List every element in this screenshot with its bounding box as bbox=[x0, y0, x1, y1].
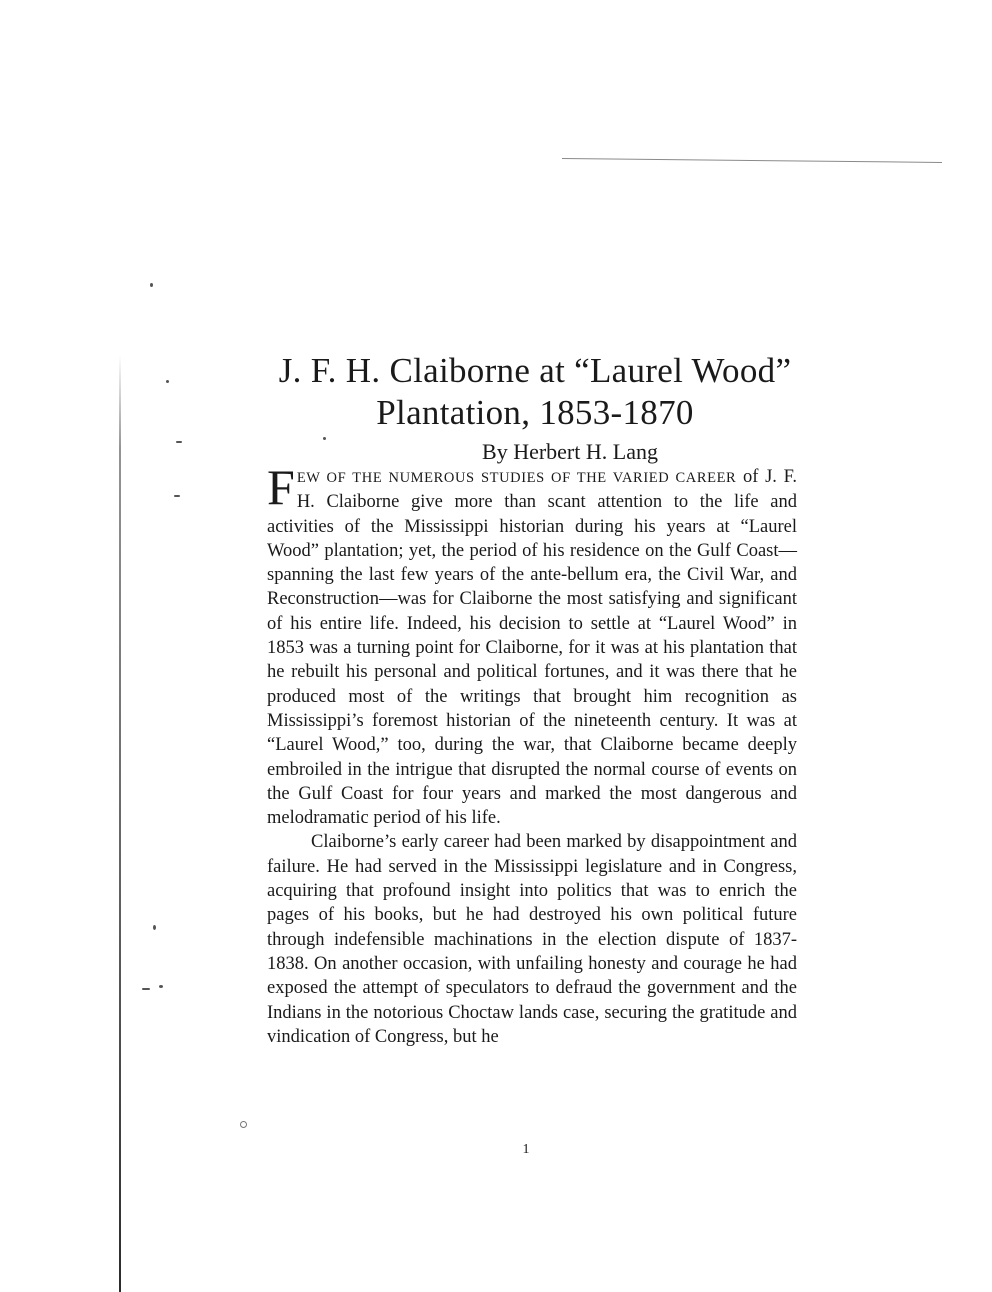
lead-in-smallcaps: EW OF THE NUMEROUS STUDIES OF THE VARIED CAREER bbox=[296, 470, 737, 486]
paragraph-1 bbox=[267, 459, 797, 830]
scan-speck bbox=[159, 985, 163, 988]
scan-speck bbox=[142, 988, 150, 990]
article-header bbox=[240, 350, 830, 466]
scan-speck bbox=[153, 925, 156, 930]
article-byline: By Herbert H. Lang bbox=[482, 439, 658, 464]
article-title-line-1: J. F. H. Claiborne at “Laurel Wood” bbox=[278, 351, 792, 390]
scan-speck bbox=[176, 441, 182, 443]
page-number: 1 bbox=[522, 1142, 530, 1157]
scan-speck bbox=[174, 495, 180, 497]
scan-speck bbox=[166, 380, 169, 383]
drop-cap: F bbox=[267, 459, 295, 515]
paragraph-1-text: of J. F. H. Claiborne give more than scant attention to the life and activities of the Mississippi historian during his years at “Laurel Wood” plantation; yet, the period of his residence on the Gulf Coast—spanning the last few years of the ante-bellum era, the Civil War, and Reconstruction—was for Claiborne the most satisfying and significant of his entire life. Indeed, his decision to settle at “Laurel Wood” in 1853 was a turning point for Claiborne, for it was at his plantation that he rebuilt his personal and political fortunes, and it was there that he produced most of the writings that brought him recognition as Mississippi’s foremost historian of the nineteenth century. It was at “Laurel Wood,” too, during the war, that Claiborne became deeply embroiled in the intrigue that disrupted the normal course of events on the Gulf Coast for four years and marked the most dangerous and melodramatic period of his life. bbox=[267, 467, 797, 829]
article-title-line-2: Plantation, 1853-1870 bbox=[376, 393, 694, 432]
paragraph-2: Claiborne’s early career had been marked by disappointment and failure. He had served in the Mississippi legislature and in Congress, acquiring that profound insight into politics that was to enrich the pages of his books, but he had destroyed his own political future through indefensible machinations in the election dispute of 1837-1838. On another occasion, with unfailing honesty and courage he had exposed the attempt of speculators to defraud the government and the Indians in the notorious Choctaw lands case, securing the gratitude and vindication of Congress, but he bbox=[267, 832, 797, 1047]
article-body bbox=[267, 459, 797, 1049]
scan-speck bbox=[150, 283, 153, 287]
scan-speck bbox=[240, 1121, 247, 1128]
scan-stray-line bbox=[562, 158, 942, 163]
